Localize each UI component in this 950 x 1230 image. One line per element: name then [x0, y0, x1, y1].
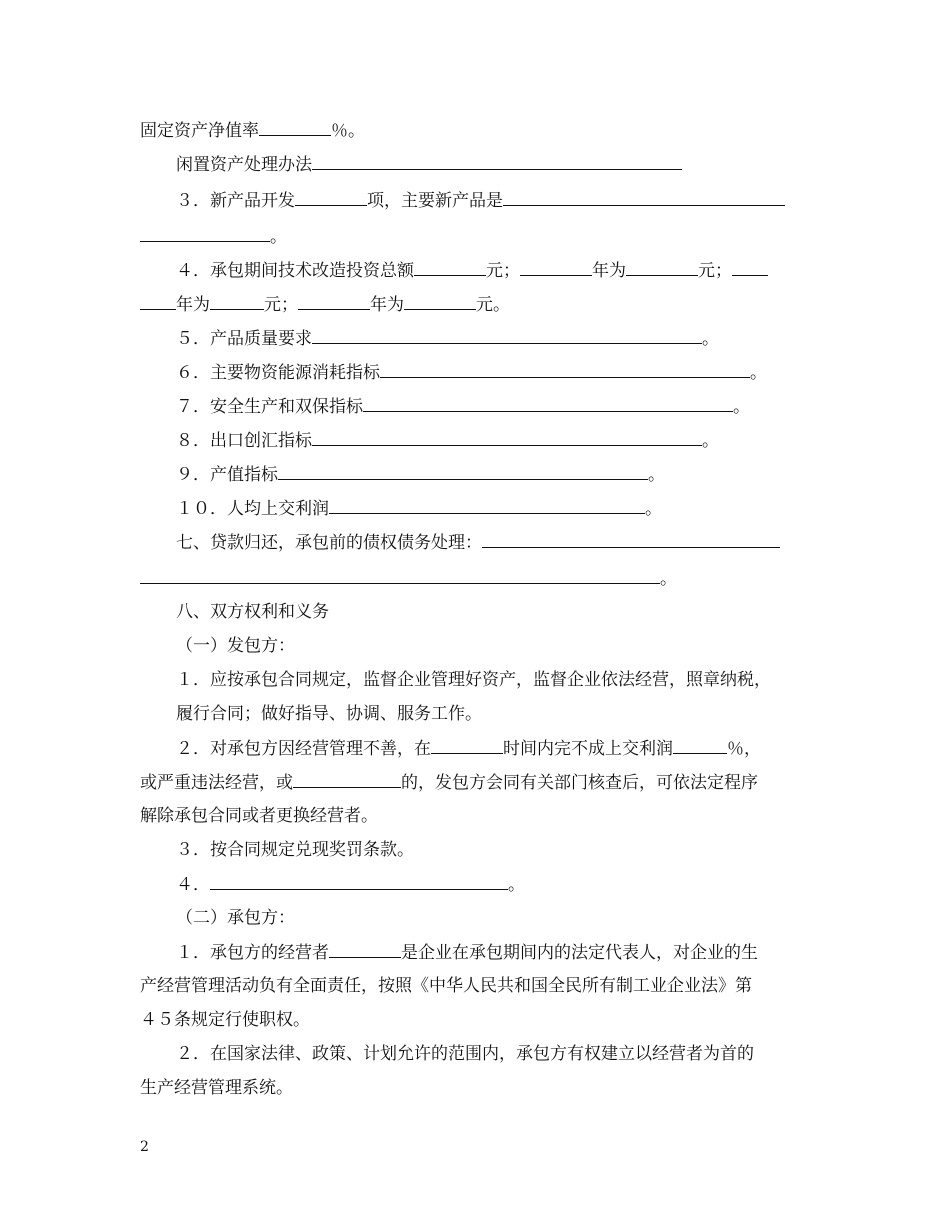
- contractor-item-2: ２．在国家法律、政策、计划允许的范围内，承包方有权建立以经营者为首的: [176, 1044, 754, 1064]
- profit-per-capita-line: １０．人均上交利润 。: [176, 496, 662, 521]
- output-value-line: ９．产值指标 。: [176, 462, 665, 487]
- blank-field[interactable]: [312, 428, 702, 446]
- blank-field[interactable]: [140, 292, 176, 310]
- employer-item-1-cont: 履行合同；做好指导、协调、服务工作。: [176, 704, 482, 724]
- section-heading-rights: 八、双方权利和义务: [176, 602, 329, 622]
- blank-field[interactable]: [295, 188, 367, 206]
- blank-field[interactable]: [293, 770, 401, 788]
- safety-line: ７．安全生产和双保指标 。: [176, 394, 750, 419]
- blank-field[interactable]: [732, 258, 768, 276]
- blank-field[interactable]: [503, 188, 785, 206]
- blank-field[interactable]: [312, 152, 682, 170]
- net-fixed-asset-rate-line: 固定资产净值率 ％。: [140, 118, 365, 143]
- blank-field[interactable]: [626, 258, 698, 276]
- new-product-line-cont: 。: [140, 224, 287, 249]
- subheading-contractor: （二）承包方：: [176, 908, 295, 928]
- blank-field[interactable]: [520, 258, 592, 276]
- blank-field[interactable]: [278, 462, 648, 480]
- loan-repayment-line: 七、贷款归还，承包前的债权债务处理：: [176, 530, 780, 555]
- employer-item-2-cont: 或严重违法经营，或 的，发包方会同有关部门核查后，可依法定程序: [140, 770, 758, 795]
- employer-item-3: ３．按合同规定兑现奖罚条款。: [176, 840, 414, 860]
- page-number: 2: [140, 1139, 149, 1155]
- export-line: ８．出口创汇指标 。: [176, 428, 719, 453]
- tech-investment-line: ４．承包期间技术改造投资总额 元； 年为 元；: [176, 258, 768, 283]
- contractor-item-1-cont: 产经营管理活动负有全面责任，按照《中华人民共和国全民所有制工业企业法》第: [140, 976, 752, 996]
- blank-field[interactable]: [210, 292, 264, 310]
- blank-field[interactable]: [312, 326, 702, 344]
- employer-item-2: ２．对承包方因经营管理不善，在 时间内完不成上交利润 ％，: [176, 736, 761, 761]
- contractor-item-1-cont2: ４５条规定行使职权。: [140, 1010, 310, 1030]
- blank-field[interactable]: [363, 394, 733, 412]
- employer-item-1: １．应按承包合同规定，监督企业管理好资产，监督企业依法经营，照章纳税，: [176, 670, 771, 690]
- blank-field[interactable]: [259, 118, 331, 136]
- tech-investment-line-cont: 年为 元； 年为 元。: [140, 292, 510, 317]
- quality-line: ５．产品质量要求 。: [176, 326, 719, 351]
- employer-item-2-cont2: 解除承包合同或者更换经营者。: [140, 806, 378, 826]
- blank-field[interactable]: [414, 258, 486, 276]
- blank-field[interactable]: [431, 736, 503, 754]
- blank-field[interactable]: [210, 872, 508, 890]
- blank-field[interactable]: [140, 224, 270, 242]
- blank-field[interactable]: [140, 566, 660, 584]
- blank-field[interactable]: [329, 940, 401, 958]
- loan-repayment-line-cont: 。: [140, 566, 677, 591]
- blank-field[interactable]: [329, 496, 645, 514]
- blank-field[interactable]: [380, 360, 750, 378]
- blank-field[interactable]: [482, 530, 780, 548]
- contractor-item-1: １．承包方的经营者 是企业在承包期间内的法定代表人，对企业的生: [176, 940, 758, 965]
- contractor-item-2-cont: 生产经营管理系统。: [140, 1078, 293, 1098]
- employer-item-4: ４． 。: [176, 872, 525, 897]
- blank-field[interactable]: [404, 292, 476, 310]
- new-product-line: ３．新产品开发 项，主要新产品是: [176, 188, 785, 213]
- idle-asset-line: 闲置资产处理办法: [176, 152, 682, 177]
- subheading-employer: （一）发包方：: [176, 636, 295, 656]
- energy-line: ６．主要物资能源消耗指标 。: [176, 360, 767, 385]
- blank-field[interactable]: [673, 736, 727, 754]
- blank-field[interactable]: [298, 292, 370, 310]
